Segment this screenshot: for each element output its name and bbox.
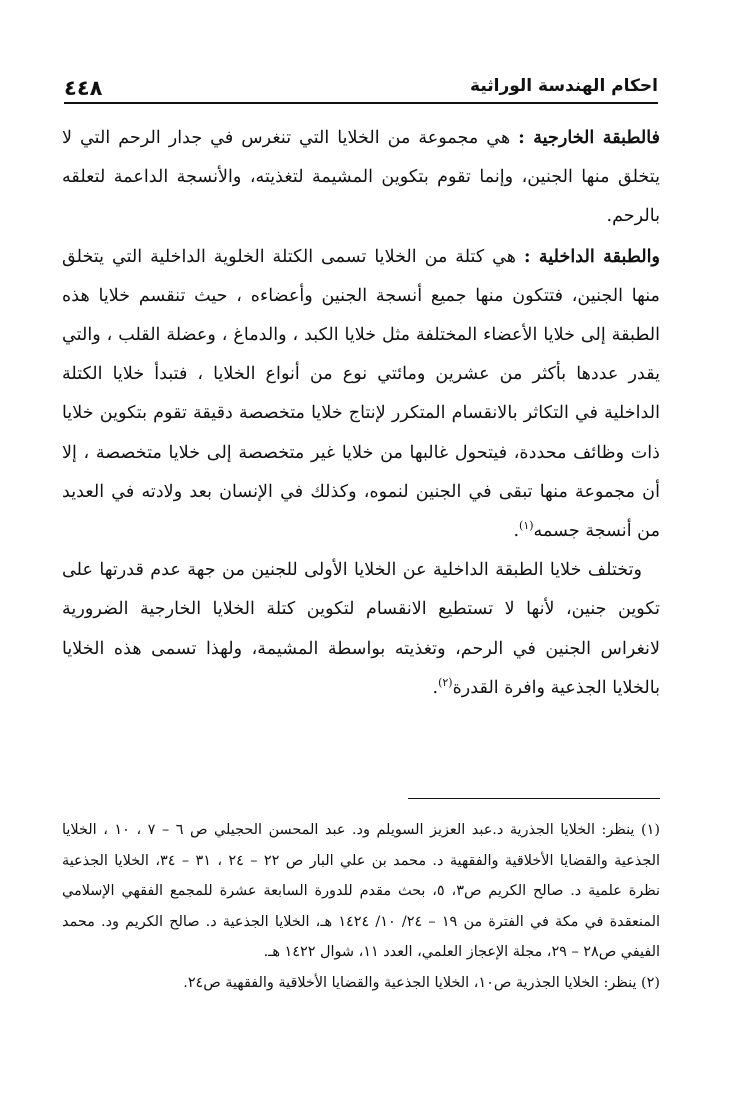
paragraph-end: . — [432, 677, 439, 698]
footnote-1: (١) ينظر: الخلايا الجذرية د.عبد العزيز السويلم ود. عبد المحسن الحجيلي ص ٦ – ٧ ، ١٠ ، الخلايا الجذعية والقضايا الأخلاقية والفقهية د. محمد بن علي البار ص ٢٢ – ٢٤ ، ٣١ – ٣٤، الخلايا الجذعية نظرة علمية د. صالح الكريم ص٣، ٥، بحث مقدم للدورة السابعة عشرة للمجمع الفقهي الإسلامي المنعقدة في مكة في الفترة من ١٩ – ٢٤/ ١٠/ ١٤٢٤ هـ، الخلايا الجذعية د. صالح الكريم ود. محمد الفيفي ص٢٨ – ٢٩، مجلة الإعجاز العلمي، العدد ١١، شوال ١٤٢٢ هـ. — [62, 822, 660, 960]
term-outer-layer: فالطبقة الخارجية : — [518, 127, 661, 148]
footnote-2: (٢) ينظر: الخلايا الجذرية ص١٠، الخلايا الجذعية والقضايا الأخلاقية والفقهية ص٢٤. — [183, 974, 660, 991]
page-header — [64, 68, 658, 104]
paragraph-text: وتختلف خلايا الطبقة الداخلية عن الخلايا الأولى للجنين من جهة عدم قدرتها على تكوين جنين، لأنها لا تستطيع الانقسام لتكوين كتلة الخلايا الخارجية الضرورية لانغراس الجنين في الرحم، وتغذيته بواسطة المشيمة، ولهذا تسمى هذه الخلايا بالخلايا الجذعية وافرة القدرة — [62, 560, 660, 698]
footnotes — [62, 815, 660, 998]
footnote-ref-1[interactable]: (١) — [519, 519, 534, 533]
page-number: ٤٤٨ — [64, 76, 103, 100]
running-title: احكام الهندسة الوراثية — [470, 76, 658, 96]
paragraph-outer-layer — [62, 118, 660, 237]
footnote-ref-2[interactable]: (٢) — [438, 675, 453, 689]
paragraph-text: هي مجموعة من الخلايا التي تنغرس في جدار الرحم التي لا يتخلق منها الجنين، وإنما تقوم بتكوين المشيمة لتغذيته، والأنسجة الداعمة لتعلقه بالرحم. — [62, 128, 660, 227]
paragraph-end: . — [513, 521, 520, 542]
footnote-separator — [408, 798, 660, 799]
term-inner-layer: والطبقة الداخلية : — [524, 245, 660, 267]
paragraph-text: هي كتلة من الخلايا تسمى الكتلة الخلوية الداخلية التي يتخلق منها الجنين، فتتكون منها جميع أنسجة الجنين وأعضاءه ، حيث تنقسم خلايا هذه الطبقة إلى خلايا الأعضاء المختلفة مثل خلايا الكبد ، والدماغ ، وعضلة القلب ، والتي يقدر عددها بأكثر من عشرين ومائتي نوع من أنواع الخلايا ، فتبدأ خلايا الكتلة الداخلية في التكاثر بالانقسام المتكرر لإنتاج خلايا متخصصة دقيقة تقوم بتكوين خلايا ذات وظائف محددة، فيتحول غالبها من خلايا غير متخصصة إلى خلايا متخصصة ، إلا أن مجموعة منها تبقى في الجنين لنموه، وكذلك في الإنسان بعد ولادته في العديد من أنسجة جسمه — [62, 246, 660, 542]
paragraph-inner-layer — [62, 237, 660, 552]
paragraph-stem-cells — [62, 551, 660, 708]
main-text — [62, 118, 660, 708]
